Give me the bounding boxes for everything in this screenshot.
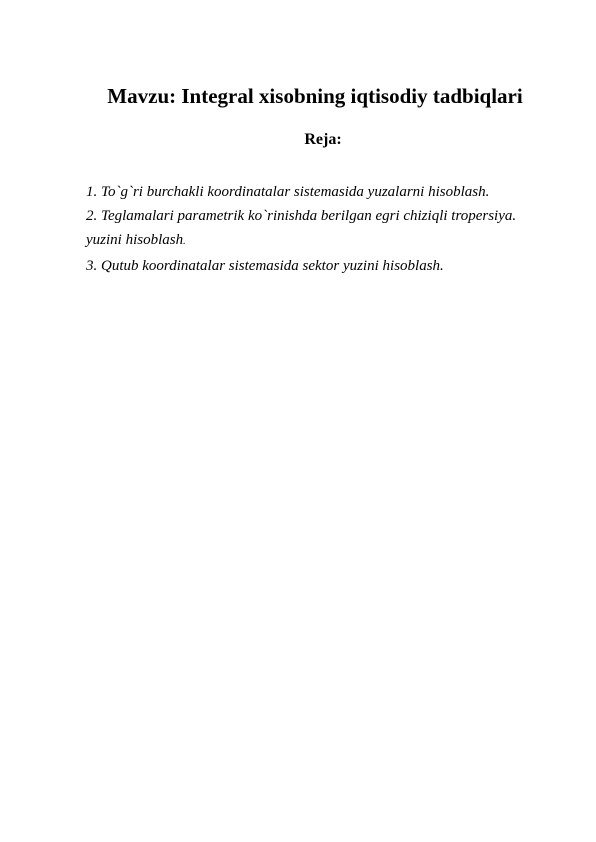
- plan-item-2: 2. Teglamalari parametrik ko`rinishda berilgan egri chiziqli tropersiya.: [86, 208, 517, 224]
- plan-item-2-period: .: [183, 236, 186, 247]
- plan-item-2-continuation-text: yuzini hisoblash: [86, 232, 184, 248]
- plan-list: [86, 180, 566, 278]
- plan-item-3: 3. Qutub koordinatalar sistemasida sektor yuzini hisoblash.: [86, 258, 444, 274]
- plan-item-2-continuation: [86, 228, 566, 254]
- plan-item-1: 1. To`g`ri burchakli koordinatalar sistemasida yuzalarni hisoblash.: [86, 184, 490, 200]
- document-title: Mavzu: Integral xisobning iqtisodiy tadbiqlari: [107, 84, 523, 108]
- plan-heading: Reja:: [304, 131, 342, 148]
